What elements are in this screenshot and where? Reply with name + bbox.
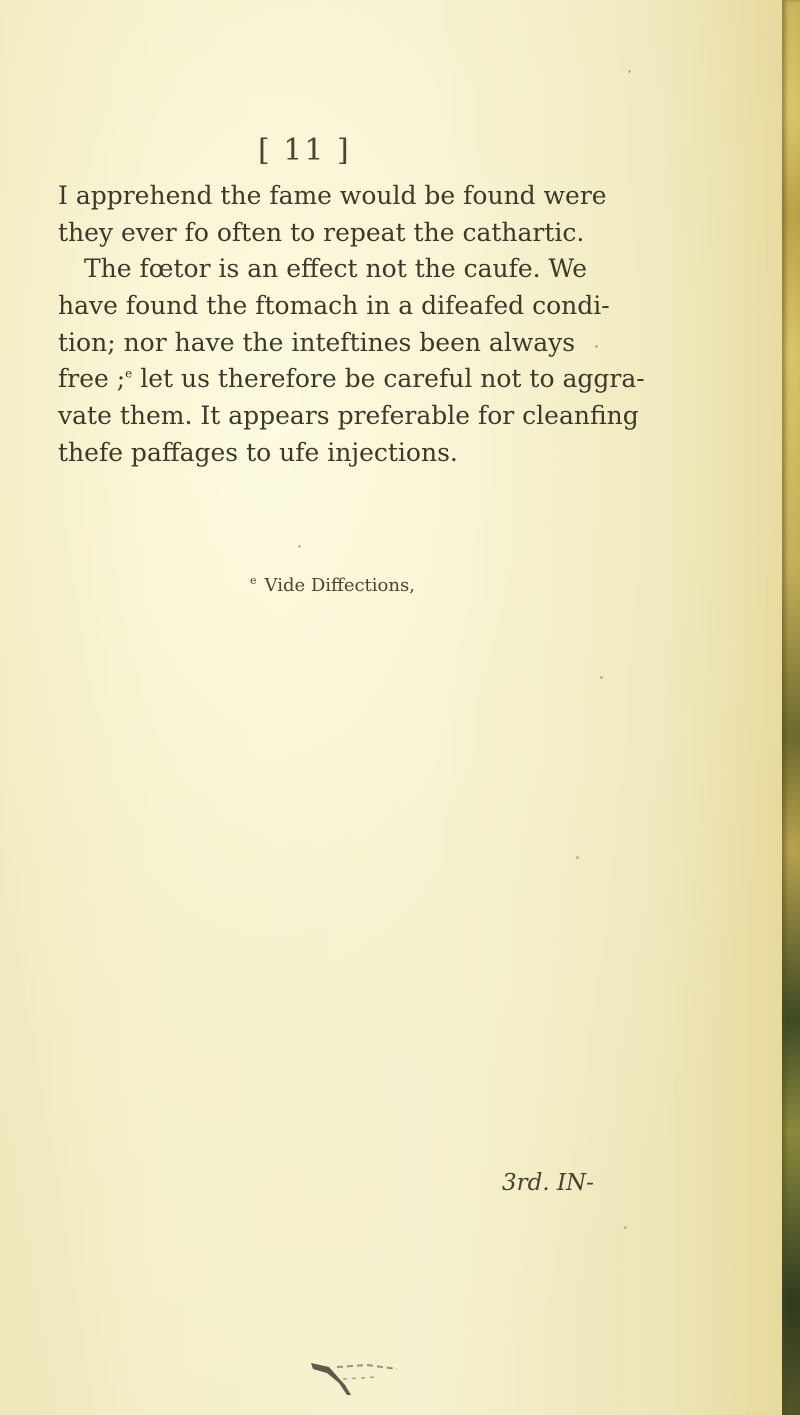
body-line-prefix: free ;: [58, 364, 126, 394]
body-line: they ever fo often to repeat the cathartic.: [58, 217, 585, 247]
paper-speck: [600, 676, 603, 679]
page-edge-binding: [782, 0, 800, 1415]
body-line: I apprehend the fame would be found were: [58, 181, 607, 210]
footnote: [250, 574, 415, 596]
catchword: 3rd. IN-: [502, 1170, 594, 1196]
paper-speck: [576, 856, 579, 859]
body-line: The fœtor is an effect not the caufe. We: [84, 254, 587, 284]
paper-speck: [628, 70, 631, 73]
paper-speck: [624, 1226, 627, 1229]
body-line: have found the ftomach in a difeafed condi-: [58, 291, 610, 321]
paper-speck: [595, 345, 598, 348]
paper-speck: [298, 545, 301, 548]
footnote-marker: e: [250, 574, 257, 587]
body-text: [58, 178, 645, 472]
body-line: tion; nor have the inteftines been always: [58, 327, 576, 357]
body-line-rest: let us therefore be careful not to aggra-: [140, 364, 645, 394]
footnote-reference: e: [125, 367, 133, 382]
body-line: vate them. It appears preferable for cleanfing: [58, 401, 639, 431]
page-number-header: [ 11 ]: [258, 133, 351, 168]
footnote-text: Vide Diffections,: [264, 575, 415, 596]
library-stamp-mark: [307, 1355, 407, 1399]
body-line: thefe paffages to ufe injections.: [58, 437, 458, 467]
body-line-with-footnote-ref: [58, 361, 645, 398]
